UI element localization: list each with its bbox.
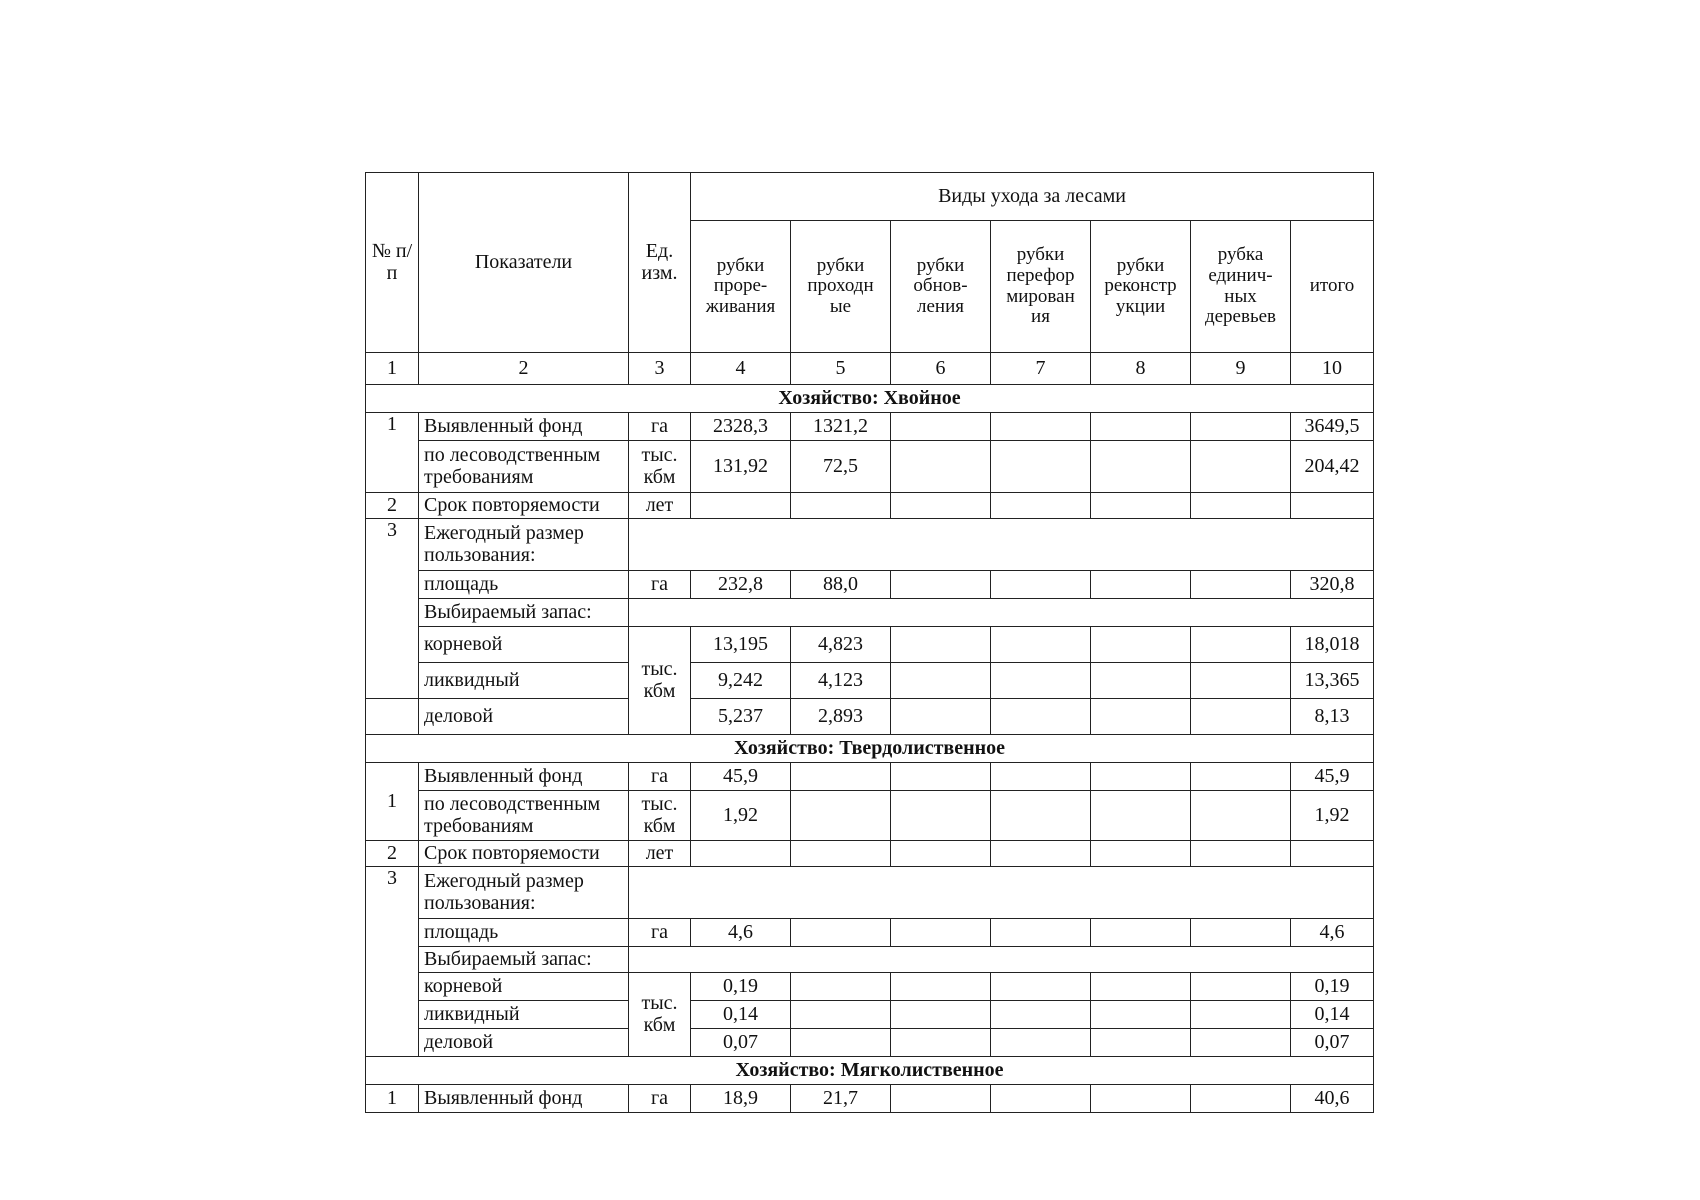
col-number: 5 (791, 353, 891, 385)
table-cell (629, 947, 1374, 973)
table-cell (1191, 699, 1291, 735)
row-label: Выявленный фонд (419, 413, 629, 441)
table-cell (629, 599, 1374, 627)
table-row (366, 599, 1374, 627)
table-cell: 4,123 (791, 663, 891, 699)
table-cell: 204,42 (1291, 441, 1374, 493)
table-cell (891, 493, 991, 519)
table-row (366, 441, 1374, 493)
table-cell (1191, 763, 1291, 791)
table-cell (991, 493, 1091, 519)
row-label: деловой (419, 1029, 629, 1057)
section-title: Хозяйство: Твердолиственное (366, 735, 1374, 763)
col-number: 4 (691, 353, 791, 385)
table-cell (1091, 571, 1191, 599)
table-cell (991, 413, 1091, 441)
table-cell: 131,92 (691, 441, 791, 493)
row-number: 3 (366, 519, 419, 699)
table-row (366, 413, 1374, 441)
header-unit: Ед. изм. (629, 173, 691, 353)
table-cell (1191, 973, 1291, 1001)
table-cell (891, 1085, 991, 1113)
table-cell (991, 1029, 1091, 1057)
row-label: корневой (419, 627, 629, 663)
table-row (366, 1001, 1374, 1029)
table-cell (891, 919, 991, 947)
table-row (366, 973, 1374, 1001)
table-cell: 5,237 (691, 699, 791, 735)
table-cell (629, 867, 1374, 919)
table-cell (1091, 763, 1191, 791)
table-cell (991, 1001, 1091, 1029)
table-cell: 13,365 (1291, 663, 1374, 699)
table-cell (1091, 413, 1191, 441)
table-cell (791, 791, 891, 841)
col-number: 2 (419, 353, 629, 385)
table-cell: 232,8 (691, 571, 791, 599)
row-unit: лет (629, 493, 691, 519)
header-col-reformation: рубки перефор мирован ия (991, 221, 1091, 353)
table-row (366, 627, 1374, 663)
row-unit: тыс. кбм (629, 441, 691, 493)
table-cell (891, 973, 991, 1001)
table-row (366, 841, 1374, 867)
table-cell: 88,0 (791, 571, 891, 599)
table-cell: 1,92 (691, 791, 791, 841)
table-cell (629, 519, 1374, 571)
table-cell (1291, 841, 1374, 867)
forest-care-table (365, 172, 1374, 1113)
table-cell (991, 663, 1091, 699)
row-label: площадь (419, 571, 629, 599)
row-label: деловой (419, 699, 629, 735)
table-cell (691, 493, 791, 519)
table-cell (891, 1001, 991, 1029)
table-cell: 18,9 (691, 1085, 791, 1113)
table-cell: 320,8 (1291, 571, 1374, 599)
table-cell: 45,9 (691, 763, 791, 791)
row-number: 1 (366, 413, 419, 493)
table-cell (991, 763, 1091, 791)
table-cell (1091, 663, 1191, 699)
row-label: Ежегодный размер пользования: (419, 867, 629, 919)
table-cell: 0,19 (1291, 973, 1374, 1001)
header-col-reconstruction: рубки реконстр укции (1091, 221, 1191, 353)
table-cell (1191, 663, 1291, 699)
row-label: по лесоводственным требованиям (419, 791, 629, 841)
table-cell: 45,9 (1291, 763, 1374, 791)
table-cell (791, 493, 891, 519)
table-cell (891, 791, 991, 841)
section-title: Хозяйство: Мягколиственное (366, 1057, 1374, 1085)
table-cell (1091, 919, 1191, 947)
row-unit: га (629, 763, 691, 791)
table-cell: 21,7 (791, 1085, 891, 1113)
table-cell (791, 919, 891, 947)
row-label: Срок повторяемости (419, 841, 629, 867)
row-label: Выбираемый запас: (419, 947, 629, 973)
col-number: 8 (1091, 353, 1191, 385)
table-cell: 0,07 (691, 1029, 791, 1057)
column-numbers-row (366, 353, 1374, 385)
table-cell: 18,018 (1291, 627, 1374, 663)
row-number: 1 (366, 1085, 419, 1113)
table-row (366, 919, 1374, 947)
table-row (366, 867, 1374, 919)
table-cell (991, 441, 1091, 493)
section-title: Хозяйство: Хвойное (366, 385, 1374, 413)
table-row (366, 1085, 1374, 1113)
row-unit: га (629, 571, 691, 599)
row-label: площадь (419, 919, 629, 947)
table-cell (791, 1001, 891, 1029)
table-cell: 2,893 (791, 699, 891, 735)
table-cell: 0,14 (1291, 1001, 1374, 1029)
table-cell (991, 699, 1091, 735)
row-label: корневой (419, 973, 629, 1001)
table-cell (991, 627, 1091, 663)
col-number: 6 (891, 353, 991, 385)
table-cell: 4,6 (1291, 919, 1374, 947)
table-cell (1191, 413, 1291, 441)
table-cell (891, 1029, 991, 1057)
header-indicators: Показатели (419, 173, 629, 353)
table-cell: 1321,2 (791, 413, 891, 441)
table-cell: 0,07 (1291, 1029, 1374, 1057)
table-cell (891, 663, 991, 699)
table-cell (991, 571, 1091, 599)
table-cell (1091, 493, 1191, 519)
table-cell: 13,195 (691, 627, 791, 663)
table-cell: 2328,3 (691, 413, 791, 441)
table-row (366, 519, 1374, 571)
table-cell: 3649,5 (1291, 413, 1374, 441)
table-cell (1091, 1085, 1191, 1113)
col-number: 9 (1191, 353, 1291, 385)
table-cell (1191, 1085, 1291, 1113)
table-cell (1191, 1029, 1291, 1057)
row-unit: лет (629, 841, 691, 867)
row-unit: тыс. кбм (629, 627, 691, 735)
header-col-passing: рубки проходн ые (791, 221, 891, 353)
table-cell (991, 973, 1091, 1001)
col-number: 7 (991, 353, 1091, 385)
row-number (366, 699, 419, 735)
row-label: по лесоводственным требованиям (419, 441, 629, 493)
row-number: 3 (366, 867, 419, 1057)
row-label: ликвидный (419, 1001, 629, 1029)
table-cell (1191, 627, 1291, 663)
table-cell (1091, 973, 1191, 1001)
header-col-renewal: рубки обнов-ления (891, 221, 991, 353)
table-cell (791, 1029, 891, 1057)
row-label: Выбираемый запас: (419, 599, 629, 627)
table-cell (791, 841, 891, 867)
table-cell (791, 763, 891, 791)
table-cell (691, 841, 791, 867)
table-cell (1091, 841, 1191, 867)
table-cell (891, 763, 991, 791)
row-label: Ежегодный размер пользования: (419, 519, 629, 571)
table-cell (991, 1085, 1091, 1113)
table-cell (1191, 791, 1291, 841)
table-row (366, 493, 1374, 519)
table-cell (991, 919, 1091, 947)
col-number: 1 (366, 353, 419, 385)
table-cell (1191, 1001, 1291, 1029)
table-cell (1191, 571, 1291, 599)
table-cell (1191, 441, 1291, 493)
table-row (366, 1029, 1374, 1057)
table-cell: 0,14 (691, 1001, 791, 1029)
table-row (366, 947, 1374, 973)
table-cell (1091, 1001, 1191, 1029)
header-col-total: итого (1291, 221, 1374, 353)
row-unit: га (629, 1085, 691, 1113)
table-cell (1091, 791, 1191, 841)
table-cell: 40,6 (1291, 1085, 1374, 1113)
row-unit: тыс. кбм (629, 973, 691, 1057)
header-care-types: Виды ухода за лесами (691, 173, 1374, 221)
table-cell: 0,19 (691, 973, 791, 1001)
table-cell (891, 627, 991, 663)
table-cell: 4,6 (691, 919, 791, 947)
table-row (366, 663, 1374, 699)
row-label: Срок повторяемости (419, 493, 629, 519)
row-unit: га (629, 919, 691, 947)
row-unit: га (629, 413, 691, 441)
header-col-single-trees: рубка единич-ных деревьев (1191, 221, 1291, 353)
row-label: ликвидный (419, 663, 629, 699)
table-row (366, 699, 1374, 735)
table-cell (1091, 627, 1191, 663)
row-unit: тыс. кбм (629, 791, 691, 841)
row-number: 2 (366, 493, 419, 519)
header-col-thinning: рубки проре-живания (691, 221, 791, 353)
table-row (366, 571, 1374, 599)
row-number: 2 (366, 841, 419, 867)
table-cell (891, 571, 991, 599)
table-cell: 4,823 (791, 627, 891, 663)
row-number: 1 (366, 763, 419, 841)
table-cell (1091, 699, 1191, 735)
col-number: 3 (629, 353, 691, 385)
table-cell (1291, 493, 1374, 519)
table-cell (1191, 493, 1291, 519)
table-row (366, 791, 1374, 841)
table-cell: 9,242 (691, 663, 791, 699)
header-num: № п/п (366, 173, 419, 353)
table-cell (1091, 441, 1191, 493)
row-label: Выявленный фонд (419, 763, 629, 791)
table-cell: 1,92 (1291, 791, 1374, 841)
table-cell (1191, 919, 1291, 947)
row-label: Выявленный фонд (419, 1085, 629, 1113)
table-cell (1191, 841, 1291, 867)
table-cell: 72,5 (791, 441, 891, 493)
table-cell (891, 441, 991, 493)
table-cell (891, 841, 991, 867)
table-cell (1091, 1029, 1191, 1057)
table-cell (791, 973, 891, 1001)
col-number: 10 (1291, 353, 1374, 385)
table-cell: 8,13 (1291, 699, 1374, 735)
table-cell (991, 791, 1091, 841)
table-row (366, 763, 1374, 791)
table-cell (891, 413, 991, 441)
table-cell (991, 841, 1091, 867)
table-cell (891, 699, 991, 735)
